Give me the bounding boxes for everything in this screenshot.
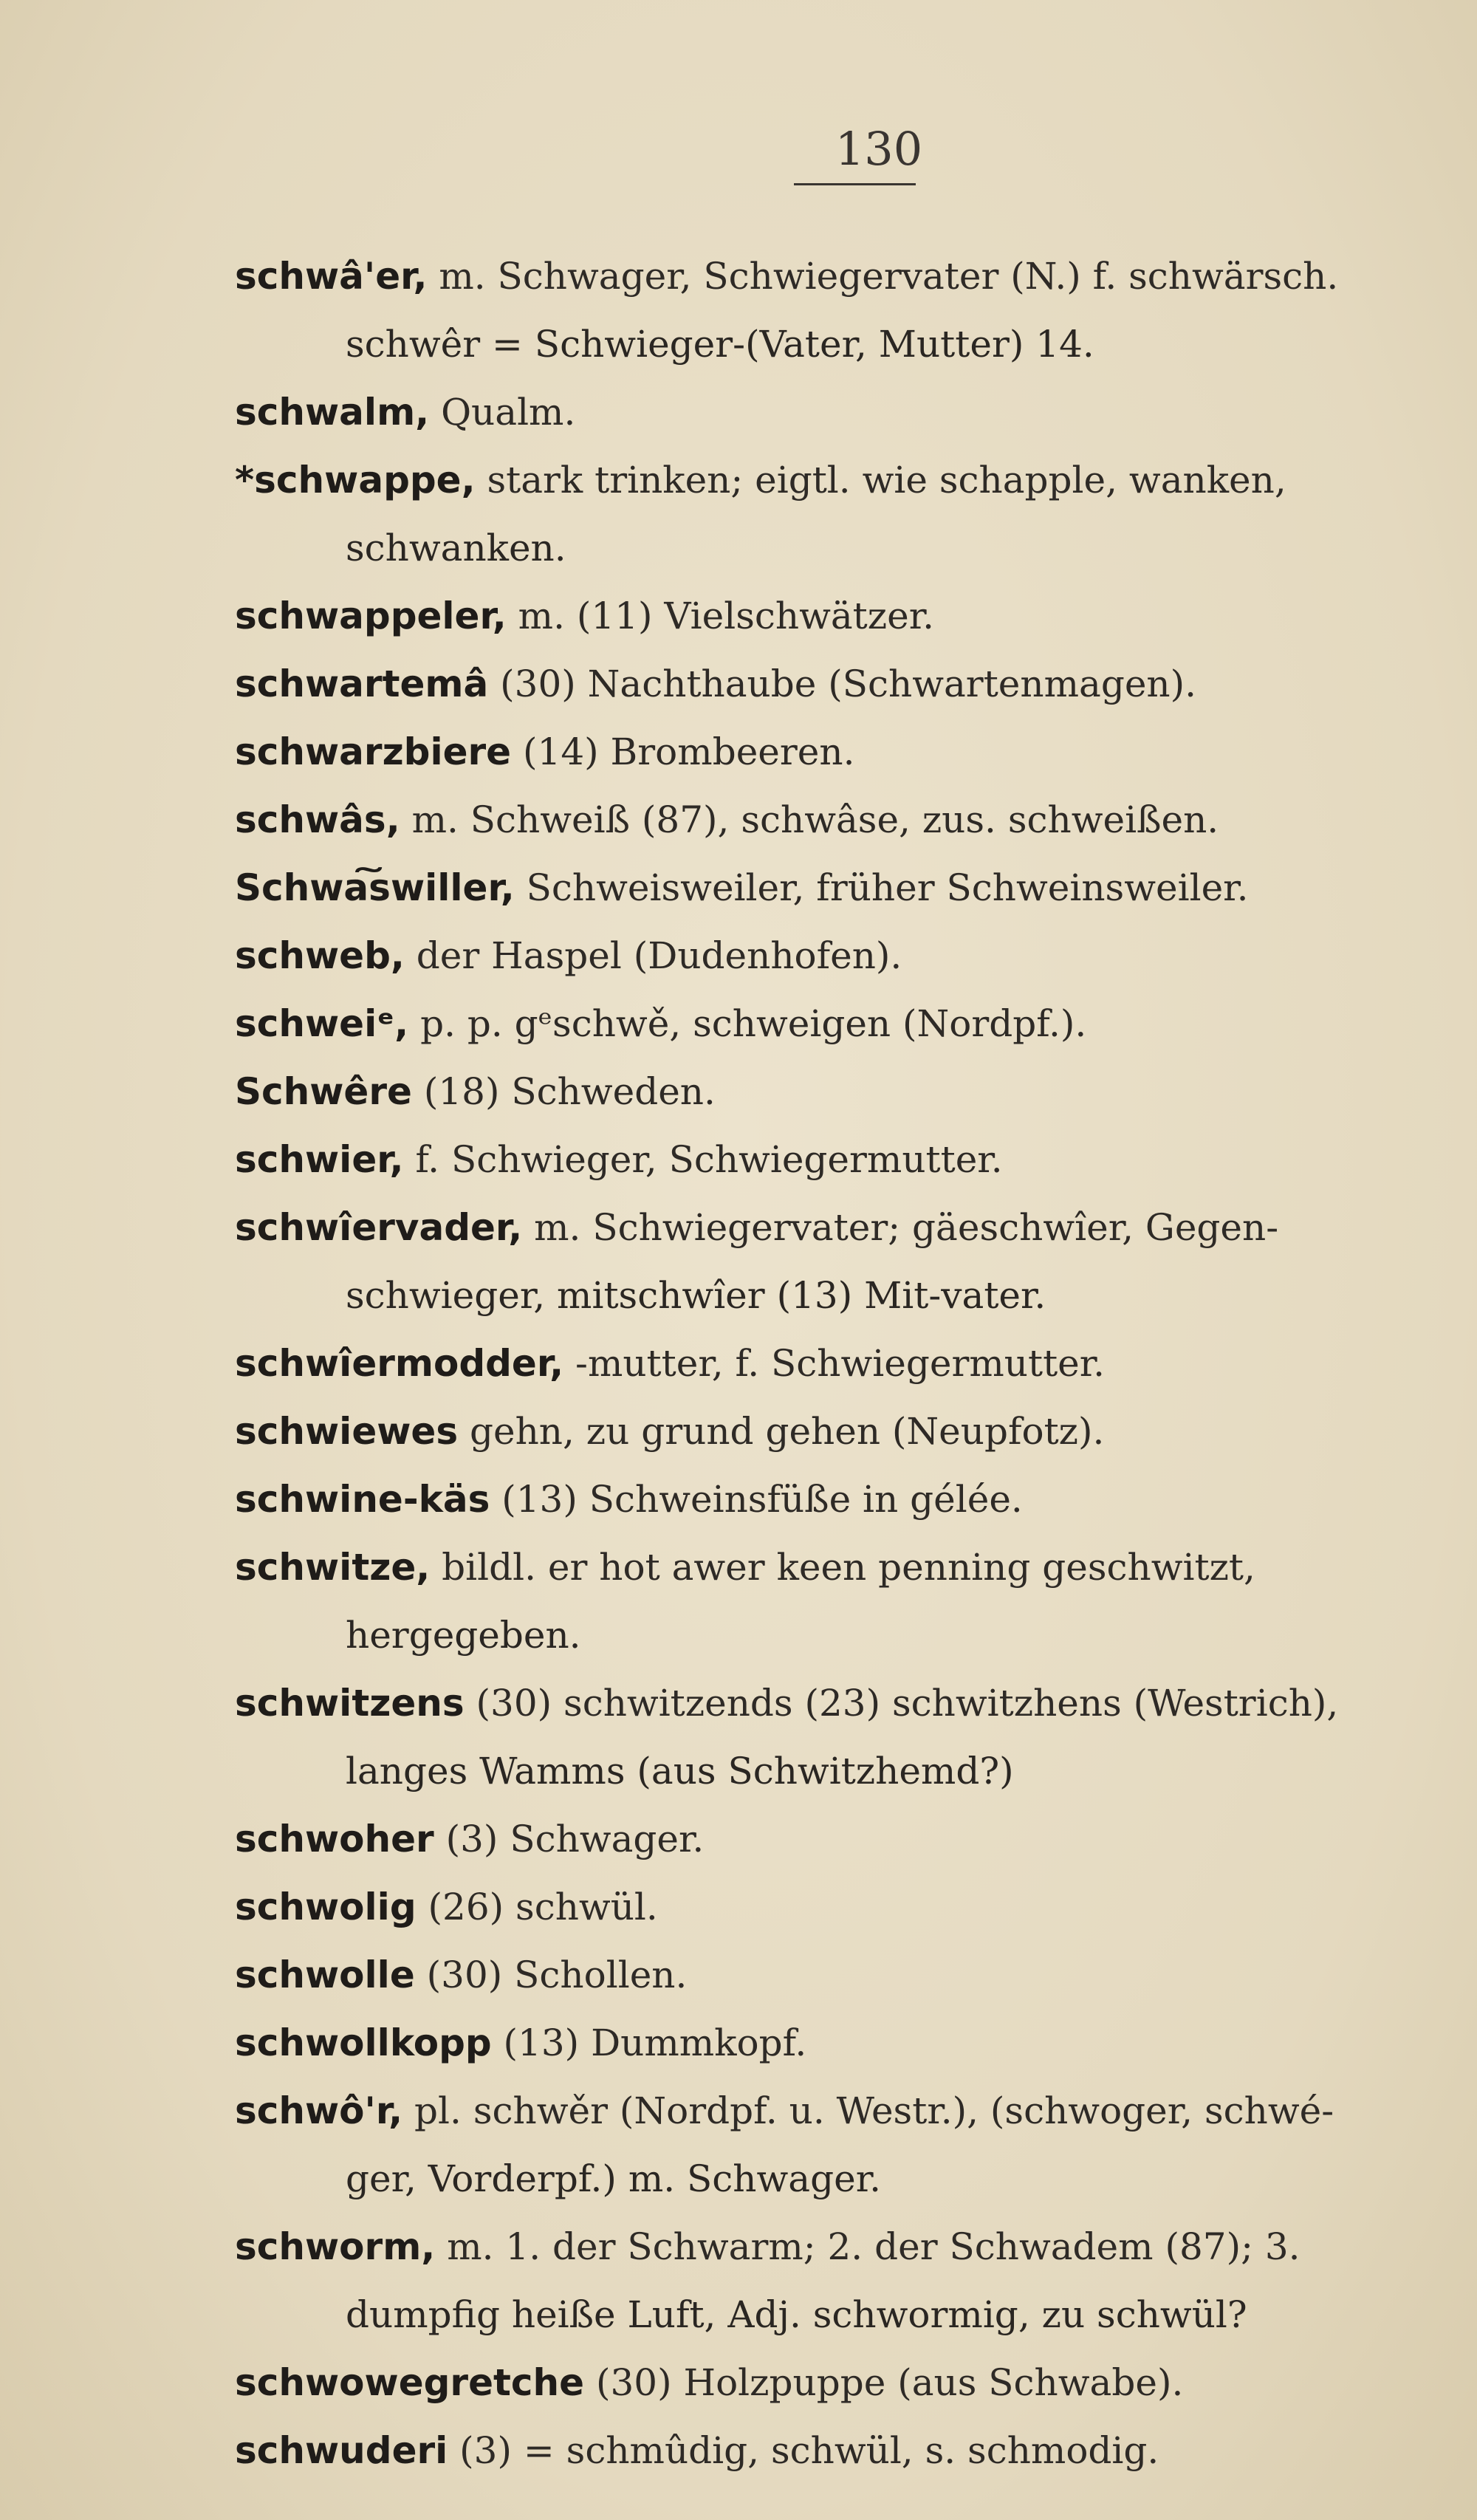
dictionary-entry xyxy=(235,2077,1461,2145)
entry-headword: schwine-käs xyxy=(235,1478,490,1521)
entry-headword: schwolig xyxy=(235,1886,417,1928)
entry-continuation: hergegeben. xyxy=(346,1614,581,1657)
entry-continuation: schwanken. xyxy=(346,527,566,569)
dictionary-entry xyxy=(235,1669,1461,1737)
entry-headword: schwô'r, xyxy=(235,2089,403,2132)
entry-headword: schwuderi xyxy=(235,2429,448,2472)
dictionary-entry xyxy=(235,1397,1461,1465)
entry-definition: -mutter, f. Schwiegermutter. xyxy=(563,1342,1106,1385)
dictionary-entry xyxy=(235,990,1461,1058)
entry-headword: schwappeler, xyxy=(235,595,507,637)
dictionary-entry xyxy=(235,922,1461,990)
entry-headword: schwitze, xyxy=(235,1546,431,1589)
entry-definition: (30) schwitzends (23) schwitzhens (Westrich), xyxy=(464,1682,1339,1725)
entry-definition: f. Schwieger, Schwiegermutter. xyxy=(403,1138,1003,1181)
entry-continuation: ger, Vorderpf.) m. Schwager. xyxy=(346,2157,881,2200)
dictionary-entry xyxy=(235,1194,1461,1261)
entry-definition: m. (11) Vielschwätzer. xyxy=(506,595,935,637)
entry-definition: (18) Schweden. xyxy=(411,1070,716,1113)
dictionary-entry xyxy=(235,2009,1461,2077)
dictionary-entry xyxy=(235,2349,1461,2417)
dictionary-entry xyxy=(235,446,1461,514)
entry-headword: schwolle xyxy=(235,1954,415,1996)
dictionary-entry xyxy=(235,1533,1461,1601)
entry-headword: *schwappe, xyxy=(235,459,476,501)
entry-definition: m. Schwiegervater; gäeschwîer, Gegen- xyxy=(522,1206,1279,1249)
entry-definition: (13) Schweinsfüße in gélée. xyxy=(490,1478,1023,1521)
entry-definition: (3) Schwager. xyxy=(433,1818,705,1860)
entry-definition: (30) Schollen. xyxy=(414,1954,688,1996)
dictionary-entry xyxy=(235,854,1461,922)
entry-headword: schwollkopp xyxy=(235,2021,492,2064)
entry-definition: (14) Brombeeren. xyxy=(511,730,855,773)
entry-headword: schwîervader, xyxy=(235,1206,523,1249)
entry-definition: stark trinken; eigtl. wie schapple, wanken, xyxy=(475,459,1286,501)
entry-definition: (3) = schmûdig, schwül, s. schmodig. xyxy=(448,2429,1159,2472)
entry-headword: schwarzbiere xyxy=(235,730,512,773)
dictionary-entry xyxy=(235,650,1461,718)
entry-definition: der Haspel (Dudenhofen). xyxy=(404,934,902,977)
dictionary-entry xyxy=(235,378,1461,446)
entry-definition: m. 1. der Schwarm; 2. der Schwadem (87); 3. xyxy=(435,2225,1300,2268)
entry-continuation: dumpfig heiße Luft, Adj. schwormig, zu schwül? xyxy=(346,2293,1247,2336)
entry-definition: pl. schwěr (Nordpf. u. Westr.), (schwoger, schwé- xyxy=(402,2089,1334,2132)
entry-definition: gehn, zu grund gehen (Neupfotz). xyxy=(458,1410,1105,1453)
dictionary-entry xyxy=(235,1873,1461,1941)
entry-headword: schworm, xyxy=(235,2225,436,2268)
dictionary-entry xyxy=(235,2213,1461,2281)
entry-definition: bildl. er hot awer keen penning geschwitzt, xyxy=(430,1546,1255,1589)
entry-headword: schwiewes xyxy=(235,1410,459,1453)
dictionary-entry xyxy=(235,1126,1461,1194)
entry-headword: schweiᵉ, xyxy=(235,1002,409,1045)
page-number-rule xyxy=(794,183,916,185)
entry-continuation: langes Wamms (aus Schwitzhemd?) xyxy=(346,1750,1014,1793)
page-number: 130 xyxy=(835,122,923,176)
dictionary-entry xyxy=(235,1058,1461,1126)
entry-headword: schwoher xyxy=(235,1818,434,1860)
entry-headword: schwâ'er, xyxy=(235,255,428,298)
entry-headword: schweb, xyxy=(235,934,405,977)
entry-definition: (30) Holzpuppe (aus Schwabe). xyxy=(584,2361,1184,2404)
entry-headword: schwowegretche xyxy=(235,2361,585,2404)
entry-definition: Schweisweiler, früher Schweinsweiler. xyxy=(514,866,1249,909)
dictionary-entry xyxy=(235,786,1461,854)
entry-headword: schwitzens xyxy=(235,1682,465,1725)
dictionary-entry xyxy=(235,582,1461,650)
entry-headword: schwâs, xyxy=(235,798,400,841)
dictionary-entry xyxy=(235,242,1461,310)
entry-continuation: schwieger, mitschwîer (13) Mit-vater. xyxy=(346,1274,1046,1317)
dictionary-entry xyxy=(235,1941,1461,2009)
dictionary-entry xyxy=(235,2417,1461,2485)
entry-definition: (13) Dummkopf. xyxy=(491,2021,807,2064)
entry-definition: (26) schwül. xyxy=(416,1886,658,1928)
entry-definition: m. Schweiß (87), schwâse, zus. schweißen. xyxy=(400,798,1219,841)
entry-definition: m. Schwager, Schwiegervater (N.) f. schwärsch. xyxy=(427,255,1339,298)
dictionary-entry xyxy=(235,1329,1461,1397)
entry-headword: schwier, xyxy=(235,1138,404,1181)
entry-headword: schwalm, xyxy=(235,391,430,434)
entry-headword: schwîermodder, xyxy=(235,1342,564,1385)
entry-headword: Schwa͠swiller, xyxy=(235,866,515,909)
entry-headword: Schwêre xyxy=(235,1070,412,1113)
entry-definition: p. p. gᵉschwě, schweigen (Nordpf.). xyxy=(408,1002,1087,1045)
dictionary-entry xyxy=(235,1805,1461,1873)
entry-headword: schwartemâ xyxy=(235,662,489,705)
dictionary-entry xyxy=(235,718,1461,786)
entry-definition: Qualm. xyxy=(429,391,576,434)
dictionary-entry xyxy=(235,1465,1461,1533)
entry-definition: (30) Nachthaube (Schwartenmagen). xyxy=(488,662,1197,705)
entry-continuation: schwêr = Schwieger-(Vater, Mutter) 14. xyxy=(346,323,1094,366)
